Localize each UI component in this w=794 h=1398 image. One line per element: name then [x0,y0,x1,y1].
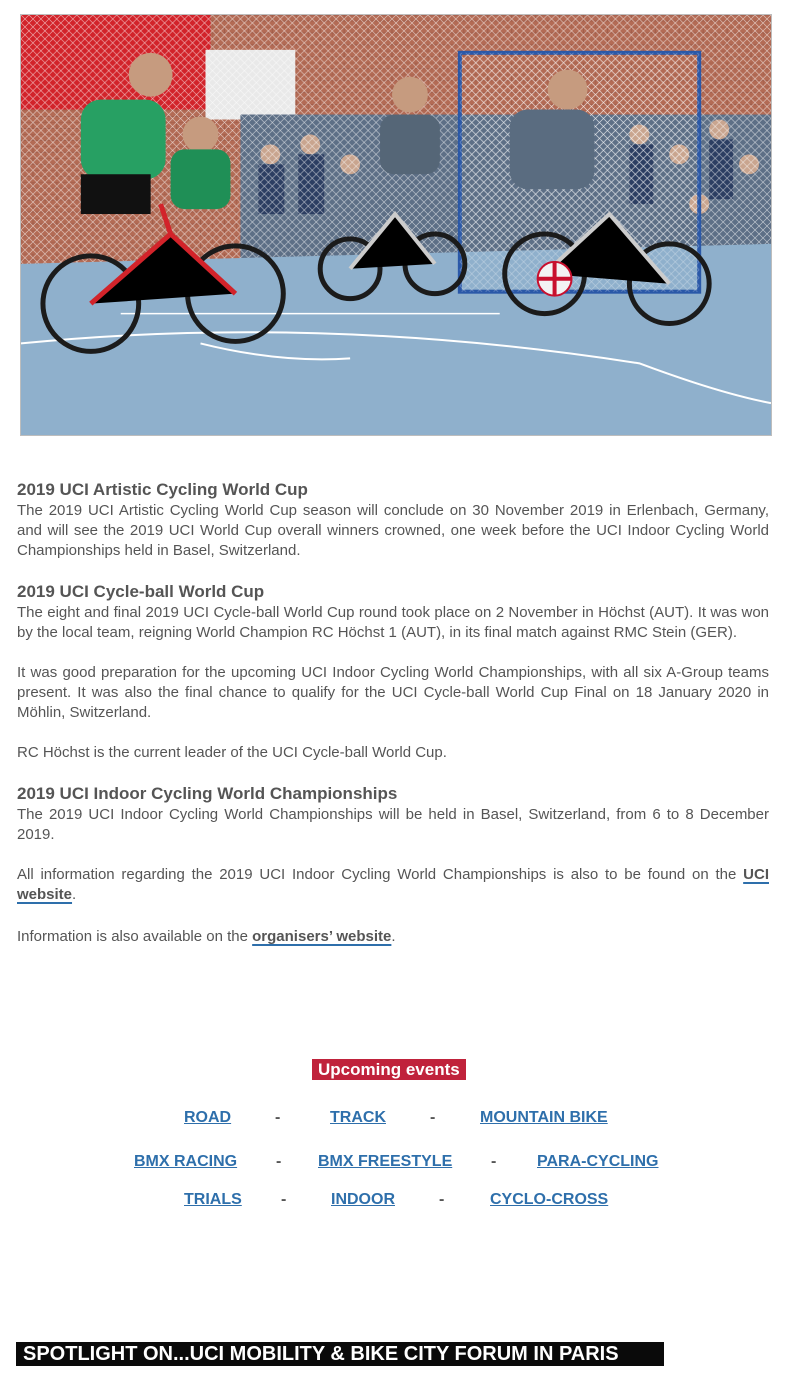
artistic-paragraph: The 2019 UCI Artistic Cycling World Cup season will conclude on 30 November 2019 in Erlenbach, Germany, and will see the 2019 UCI World Cup overall winners crowned, one week before the UCI Indoor Cycling World Championships held in Basel, Switzerland. [17,502,769,559]
cycle-ball-paragraph-3: RC Höchst is the current leader of the UCI Cycle-ball World Cup. [17,744,447,761]
info-paragraph [17,865,769,905]
separator: - [430,1109,436,1126]
indoor-worlds-paragraph: The 2019 UCI Indoor Cycling World Championships will be held in Basel, Switzerland, from 6 to 8 December 2019. [17,806,769,843]
event-link-mountain-bike[interactable]: MOUNTAIN BIKE [480,1109,608,1126]
separator: - [281,1191,287,1208]
event-link-bmx-racing[interactable]: BMX RACING [134,1153,238,1170]
event-link-road[interactable]: ROAD [184,1109,232,1126]
organisers-website-link[interactable]: organisers’ website [252,928,392,945]
separator: - [276,1153,282,1170]
event-link-indoor[interactable]: INDOOR [331,1191,395,1208]
section-title-artistic: 2019 UCI Artistic Cycling World Cup [17,480,308,499]
separator: - [275,1109,281,1126]
organisers-paragraph [17,927,769,947]
cycle-ball-paragraph-1: The eight and final 2019 UCI Cycle-ball World Cup round took place on 2 November in Höchst (AUT). It was won by the local team, reigning World Champion RC Höchst 1 (AUT), in its final match against RMC Stein (GER). [17,604,769,641]
article-content [17,479,769,947]
section-title-cycle-ball: 2019 UCI Cycle-ball World Cup [17,582,265,601]
hero-photo [20,14,772,436]
event-link-track[interactable]: TRACK [330,1109,386,1126]
event-link-trials[interactable]: TRIALS [184,1191,242,1208]
org-end: . [391,928,396,945]
org-text: Information is also available on the [17,928,253,945]
event-link-para-cycling[interactable]: PARA-CYCLING [537,1153,659,1170]
info-end: . [72,886,77,903]
event-link-cyclo-cross[interactable]: CYCLO-CROSS [490,1191,609,1208]
cycle-ball-paragraph-2: It was good preparation for the upcoming UCI Indoor Cycling World Championships, with all six A-Group teams present. It was also the final chance to qualify for the UCI Cycle-ball World Cup Final on 18 January 2020 in Möhlin, Switzerland. [17,664,769,721]
separator: - [491,1153,497,1170]
info-text: All information regarding the 2019 UCI Indoor Cycling World Championships is also to be found on the [17,866,744,883]
uci-website-link[interactable]: UCI website [17,866,769,903]
cycle-ball-scene [21,15,771,435]
spotlight-banner: SPOTLIGHT ON...UCI MOBILITY & BIKE CITY FORUM IN PARIS [16,1342,664,1366]
event-link-bmx-freestyle[interactable]: BMX FREESTYLE [318,1153,453,1170]
upcoming-events-heading: Upcoming events [312,1059,466,1080]
separator: - [439,1191,445,1208]
section-title-indoor-worlds: 2019 UCI Indoor Cycling World Championships [17,784,398,803]
